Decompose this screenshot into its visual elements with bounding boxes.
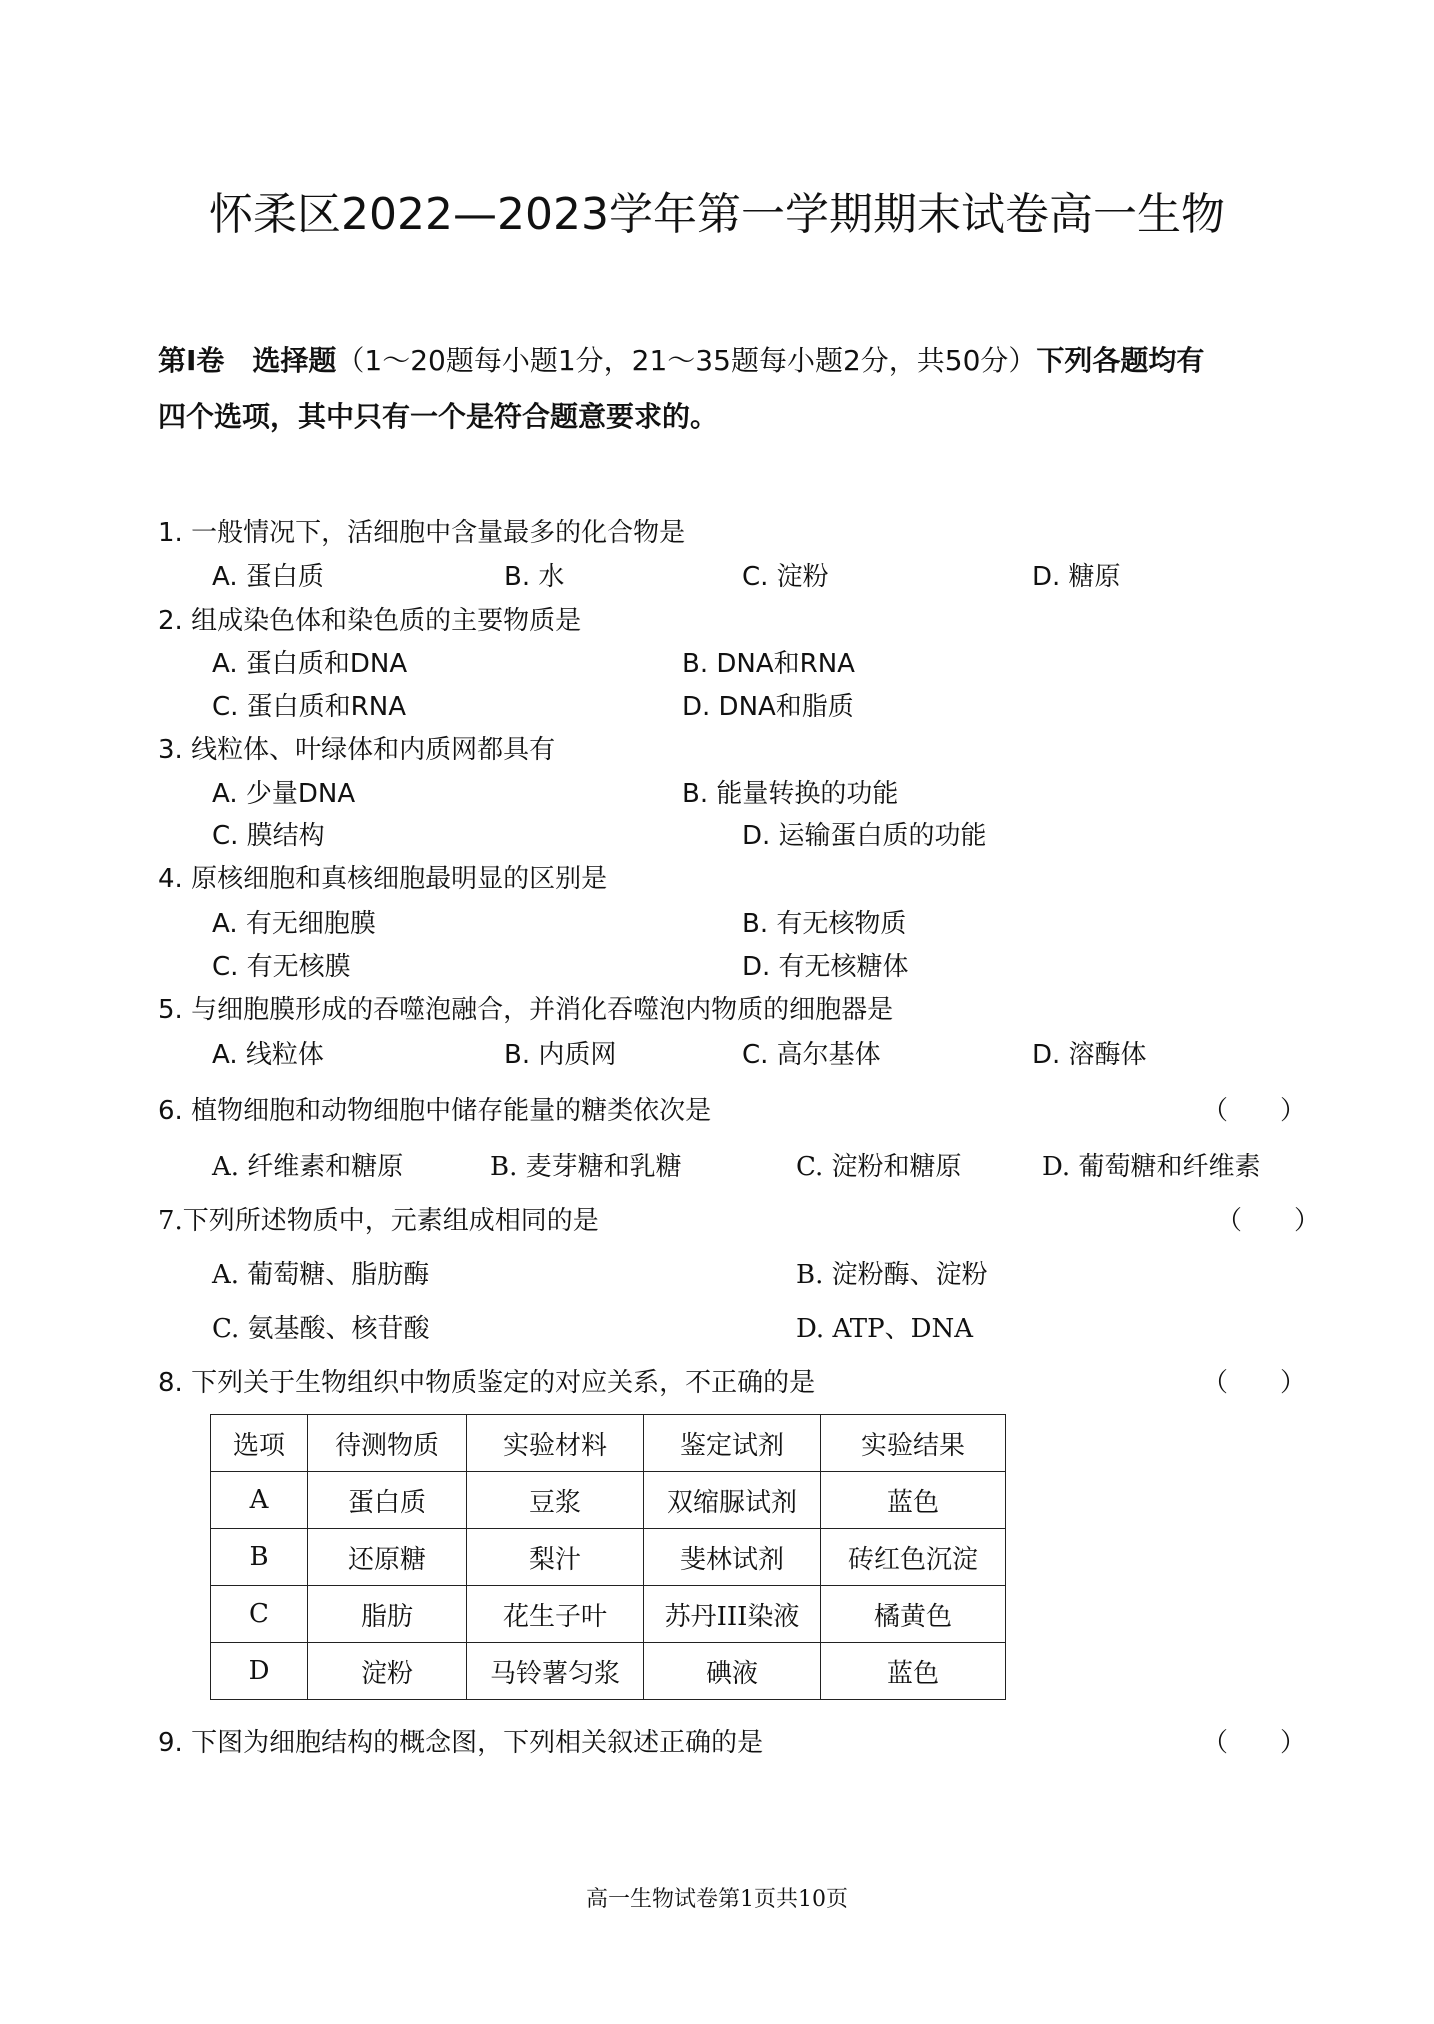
table-row [211,1529,1006,1586]
q7-option-a: A. 葡萄糖、脂肪酶 [212,1260,430,1290]
section-header-line2 [158,390,718,444]
section-score-note: （1～20题每小题1分，21～35题每小题2分，共50分） [336,344,1037,377]
table-cell: 梨汁 [467,1529,644,1586]
table-cell: D [211,1643,308,1700]
q6-option-c: C. 淀粉和糖原 [796,1152,962,1182]
q9-answer-blank: （ ） [1202,1728,1307,1758]
question-5-stem: 5. 与细胞膜形成的吞噬泡融合，并消化吞噬泡内物质的细胞器是 [158,995,894,1025]
q7-option-d: D. ATP、DNA [796,1314,974,1344]
question-2-stem: 2. 组成染色体和染色质的主要物质是 [158,606,582,636]
question-7-stem: 7.下列所述物质中，元素组成相同的是 [158,1206,599,1236]
question-1-stem: 1. 一般情况下，活细胞中含量最多的化合物是 [158,518,686,548]
question-8-stem: 8. 下列关于生物组织中物质鉴定的对应关系，不正确的是 [158,1368,816,1398]
table-cell: 苏丹III染液 [644,1586,821,1643]
q2-option-c: C. 蛋白质和RNA [212,692,406,722]
table-row [211,1643,1006,1700]
table-cell: A [211,1472,308,1529]
table-cell: 脂肪 [308,1586,467,1643]
q6-option-d: D. 葡萄糖和纤维素 [1042,1152,1261,1182]
table-header-cell: 实验材料 [467,1415,644,1472]
table-cell: 蓝色 [821,1643,1006,1700]
table-cell: 蛋白质 [308,1472,467,1529]
q2-option-b: B. DNA和RNA [682,649,855,679]
table-cell: 豆浆 [467,1472,644,1529]
q4-option-d: D. 有无核糖体 [742,952,909,982]
q6-answer-blank: （ ） [1202,1096,1307,1126]
table-cell: 斐林试剂 [644,1529,821,1586]
table-cell: C [211,1586,308,1643]
q7-answer-blank: （ ） [1216,1206,1321,1236]
q3-option-c: C. 膜结构 [212,821,325,851]
question-4-stem: 4. 原核细胞和真核细胞最明显的区别是 [158,864,608,894]
section-instruction-b: 四个选项，其中只有一个是符合题意要求的。 [158,400,719,433]
table-cell: 橘黄色 [821,1586,1006,1643]
table-cell: 砖红色沉淀 [821,1529,1006,1586]
q1-option-d: D. 糖原 [1032,562,1121,592]
q3-option-d: D. 运输蛋白质的功能 [742,821,987,851]
table-header-cell: 待测物质 [308,1415,467,1472]
table-header-cell: 鉴定试剂 [644,1415,821,1472]
q5-option-a: A. 线粒体 [212,1040,324,1070]
question-3-stem: 3. 线粒体、叶绿体和内质网都具有 [158,735,556,765]
q5-option-b: B. 内质网 [504,1040,617,1070]
table-cell: 还原糖 [308,1529,467,1586]
q1-option-a: A. 蛋白质 [212,562,324,592]
q4-option-a: A. 有无细胞膜 [212,909,376,939]
table-cell: B [211,1529,308,1586]
table-cell: 花生子叶 [467,1586,644,1643]
table-row [211,1472,1006,1529]
table-cell: 蓝色 [821,1472,1006,1529]
table-header-cell: 选项 [211,1415,308,1472]
q8-answer-blank: （ ） [1202,1368,1307,1398]
q6-option-b: B. 麦芽糖和乳糖 [490,1152,682,1182]
q1-option-b: B. 水 [504,562,565,592]
q7-option-b: B. 淀粉酶、淀粉 [796,1260,988,1290]
page-footer: 高一生物试卷第1页共10页 [586,1887,848,1912]
q4-option-b: B. 有无核物质 [742,909,907,939]
table-header-cell: 实验结果 [821,1415,1006,1472]
q7-option-c: C. 氨基酸、核苷酸 [212,1314,430,1344]
table-cell: 马铃薯匀浆 [467,1643,644,1700]
identification-table [210,1414,1006,1700]
question-9-stem: 9. 下图为细胞结构的概念图，下列相关叙述正确的是 [158,1728,764,1758]
section-instruction-a: 下列各题均有 [1036,344,1205,377]
q3-option-a: A. 少量DNA [212,779,356,809]
q5-option-d: D. 溶酶体 [1032,1040,1147,1070]
table-row [211,1586,1006,1643]
table-header-row [211,1415,1006,1472]
q4-option-c: C. 有无核膜 [212,952,351,982]
exam-title: 怀柔区2022—2023学年第一学期期末试卷高一生物 [209,189,1225,240]
table-cell: 碘液 [644,1643,821,1700]
table-cell: 淀粉 [308,1643,467,1700]
q2-option-a: A. 蛋白质和DNA [212,649,408,679]
q6-option-a: A. 纤维素和糖原 [212,1152,404,1182]
section-heading: 第Ⅰ卷 选择题 [158,344,337,377]
q2-option-d: D. DNA和脂质 [682,692,854,722]
table-cell: 双缩脲试剂 [644,1472,821,1529]
q3-option-b: B. 能量转换的功能 [682,779,899,809]
section-header-line1 [158,334,1204,388]
q5-option-c: C. 高尔基体 [742,1040,881,1070]
question-6-stem: 6. 植物细胞和动物细胞中储存能量的糖类依次是 [158,1096,712,1126]
q1-option-c: C. 淀粉 [742,562,829,592]
